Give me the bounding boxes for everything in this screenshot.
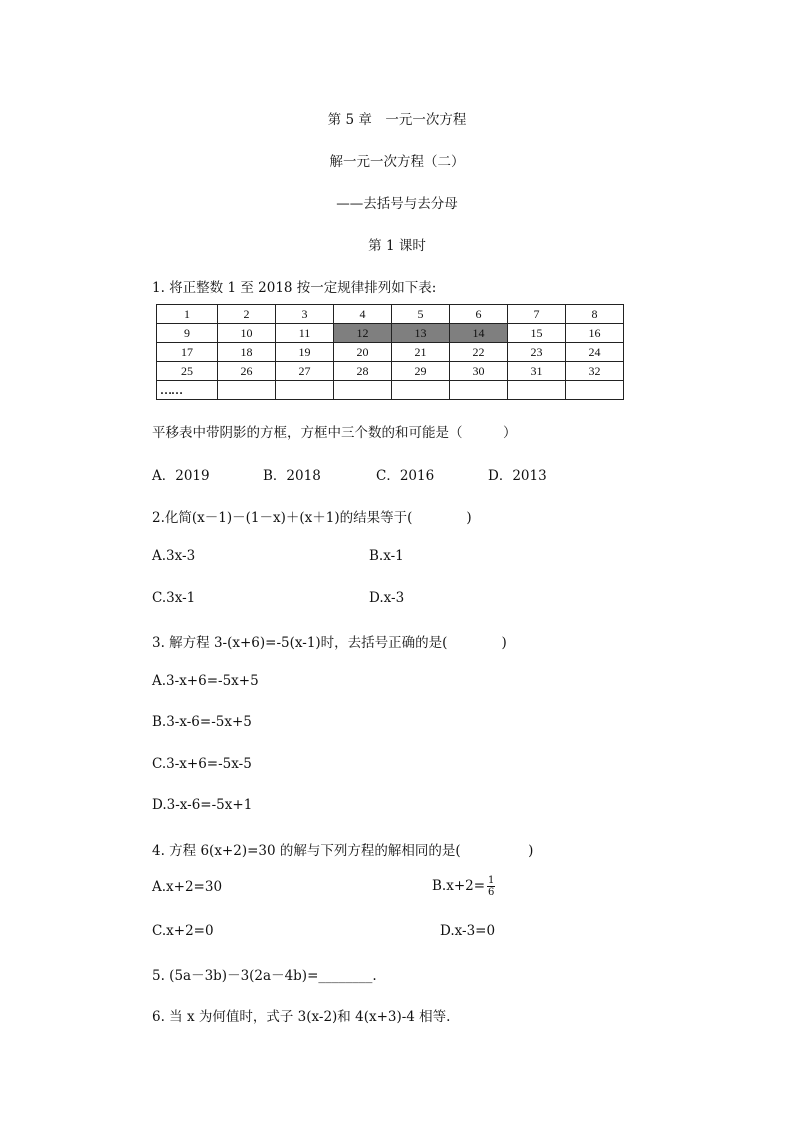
page-title: 解一元一次方程（二） (329, 154, 465, 170)
table-row (157, 343, 624, 362)
table-cell: 7 (508, 305, 566, 324)
q3-option-d: D.3-x-6=-5x+1 (152, 797, 253, 813)
q2-option-d: D.x-3 (369, 590, 405, 606)
shaded-cell: 13 (392, 324, 450, 343)
q1-option-d: D．2013 (488, 468, 547, 484)
q1-option-c: C．2016 (376, 468, 435, 484)
table-cell: 19 (276, 343, 334, 362)
table-cell: 23 (508, 343, 566, 362)
shaded-cell: 14 (450, 324, 508, 343)
question-4-stem: 4. 方程 6(x+2)=30 的解与下列方程的解相同的是( ) (152, 843, 534, 859)
table-cell: 25 (157, 362, 218, 381)
table-cell (508, 381, 566, 400)
question-2-stem: 2.化简(x－1)－(1－x)＋(x＋1)的结果等于( ) (152, 510, 472, 526)
table-cell: 4 (334, 305, 392, 324)
fraction-numerator: 1 (488, 875, 495, 886)
page-subtitle: ——去括号与去分母 (336, 196, 458, 212)
table-cell: 22 (450, 343, 508, 362)
table-cell (392, 381, 450, 400)
question-6-stem: 6. 当 x 为何值时，式子 3(x-2)和 4(x+3)-4 相等. (152, 1009, 451, 1025)
q4-option-b-label: B.x+2= (432, 878, 486, 894)
question-1-stem: 1. 将正整数 1 至 2018 按一定规律排列如下表: (152, 280, 437, 296)
q1-option-a: A．2019 (152, 468, 210, 484)
table-row (157, 381, 624, 400)
q4-option-c: C.x+2=0 (152, 923, 214, 939)
table-row (157, 305, 624, 324)
q2-option-c: C.3x-1 (152, 590, 196, 606)
table-row (157, 324, 624, 343)
table-cell: 24 (566, 343, 624, 362)
table-cell: 32 (566, 362, 624, 381)
table-cell: 27 (276, 362, 334, 381)
q3-option-a: A.3-x+6=-5x+5 (152, 673, 259, 689)
table-cell: 10 (218, 324, 276, 343)
table-cell (218, 381, 276, 400)
table-cell: 18 (218, 343, 276, 362)
fraction-one-sixth (487, 875, 495, 898)
q3-option-c: C.3-x+6=-5x-5 (152, 756, 252, 772)
table-cell: …… (157, 381, 218, 400)
q2-option-b: B.x-1 (369, 548, 404, 564)
question-5-stem: 5. (5a－3b)－3(2a－4b)=________. (152, 968, 377, 984)
table-cell: 15 (508, 324, 566, 343)
q1-option-b: B．2018 (263, 468, 321, 484)
table-cell: 6 (450, 305, 508, 324)
table-cell: 8 (566, 305, 624, 324)
table-cell: 16 (566, 324, 624, 343)
table-cell: 1 (157, 305, 218, 324)
table-cell (450, 381, 508, 400)
chapter-heading: 第 5 章 一元一次方程 (327, 112, 467, 128)
table-cell: 9 (157, 324, 218, 343)
q3-option-b: B.3-x-6=-5x+5 (152, 714, 252, 730)
table-cell: 26 (218, 362, 276, 381)
table-cell (334, 381, 392, 400)
table-cell: 31 (508, 362, 566, 381)
number-table (156, 304, 624, 400)
question-1-prompt: 平移表中带阴影的方框，方框中三个数的和可能是（ ） (152, 425, 517, 441)
table-cell: 17 (157, 343, 218, 362)
table-cell: 21 (392, 343, 450, 362)
q4-option-d: D.x-3=0 (440, 923, 496, 939)
table-cell: 20 (334, 343, 392, 362)
q4-option-a: A.x+2=30 (152, 879, 223, 895)
table-row (157, 362, 624, 381)
q2-option-a: A.3x-3 (152, 548, 196, 564)
table-cell (566, 381, 624, 400)
table-cell: 30 (450, 362, 508, 381)
table-cell: 29 (392, 362, 450, 381)
shaded-cell: 12 (334, 324, 392, 343)
q4-option-b (432, 875, 495, 898)
table-cell: 28 (334, 362, 392, 381)
table-cell: 3 (276, 305, 334, 324)
table-cell (276, 381, 334, 400)
question-3-stem: 3. 解方程 3-(x+6)=-5(x-1)时，去括号正确的是( ) (152, 635, 507, 651)
lesson-label: 第 1 课时 (368, 238, 426, 254)
table-cell: 11 (276, 324, 334, 343)
table-cell: 2 (218, 305, 276, 324)
fraction-denominator: 6 (488, 887, 495, 898)
table-cell: 5 (392, 305, 450, 324)
